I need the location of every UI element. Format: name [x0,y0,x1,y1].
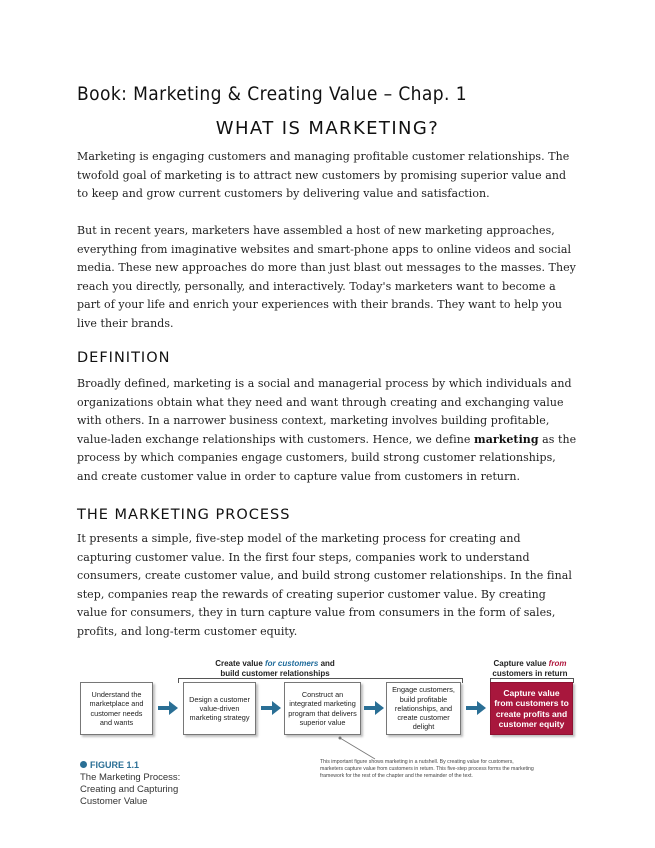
step-understand-box [80,682,153,735]
callout-pointer-line [330,735,390,761]
definition-text-end: as the process by which companies engage customers, build strong customer relationships, and create customer value in order to capture value from customers in return. [77,432,577,483]
marketing-term: marketing [474,432,539,446]
intro-paragraph-2: But in recent years, marketers have assembled a host of new marketing approaches, everything from imaginative websites and smart-phone apps to online videos and social media. These new approaches do more than just blast out messages to the masses. They reach you directly, personally, and interactively. Today's marketers want to become a part of your life and enrich your experiences with their brands. They want to help you live their brands. [77,224,576,330]
step-1-text: Understand the marketplace and customer needs and wants [89,690,144,727]
step-5-text: Capture value from customers to create profits and customer equity [494,687,569,729]
create-header-suffix: and [318,659,335,668]
arrow-right-icon [260,700,282,716]
marketing-process-heading: THE MARKETING PROCESS [77,507,291,523]
figure-number: FIGURE 1.1 [90,760,140,770]
marketing-process-paragraph: It presents a simple, five-step model of the marketing process for creating and capturing customer value. In the first four steps, companies work to understand consumers, create customer value, and build strong customer relationships. In the final step, companies reap the rewards of creating superior customer value. By creating value for consumers, they in turn capture value from consumers in the form of sales, profits, and long-term customer equity. [77,532,572,638]
step-capture-box [490,682,573,735]
book-title: Book: Marketing & Creating Value – Chap. 1 [77,83,467,105]
figure-callout: This important figure shows marketing in a nutshell. By creating value for customers, marketers capture value from customers in return. This five-step process forms the marketing framework for the rest of the chapter and the remainder of the text. [320,759,534,780]
create-header-prefix: Create value [215,659,265,668]
figure-title: The Marketing Process: Creating and Capturing Customer Value [80,772,181,807]
intro-paragraph-1: Marketing is engaging customers and managing profitable customer relationships. The twofold goal of marketing is to attract new customers by promising superior value and to keep and grow current customers by delivering value and satisfaction. [77,150,570,200]
step-engage-box [386,682,461,735]
definition-text-start: Broadly defined, marketing is a social and managerial process by which individuals and organizations obtain what they need and want through creating and exchanging value with others. In a narrower business context, marketing involves building profitable, value-laden exchange relationships with customers. Hence, we define [77,377,572,446]
chapter-title: WHAT IS MARKETING? [215,118,440,139]
step-construct-box [284,682,361,735]
step-4-text: Engage customers, build profitable relationships, and create customer delight [392,685,455,732]
figure-caption [80,759,210,808]
arrow-right-icon [465,700,487,716]
capture-header-line2: customers in return [492,669,568,678]
definition-paragraph [77,375,578,486]
definition-heading: DEFINITION [77,350,171,366]
capture-header-prefix: Capture value [493,659,549,668]
create-header-line2: build customer relationships [220,669,330,678]
capture-header-accent: from [548,659,567,668]
figure-bullet-icon [80,761,87,768]
arrow-right-icon [157,700,179,716]
step-design-box [183,682,256,735]
step-2-text: Design a customer value-driven marketing strategy [189,694,250,723]
create-header-accent: for customers [265,659,319,668]
arrow-right-icon [363,700,385,716]
create-value-header [195,659,355,679]
capture-value-header [485,659,575,679]
step-3-text: Construct an integrated marketing program that delivers superior value [288,690,357,727]
